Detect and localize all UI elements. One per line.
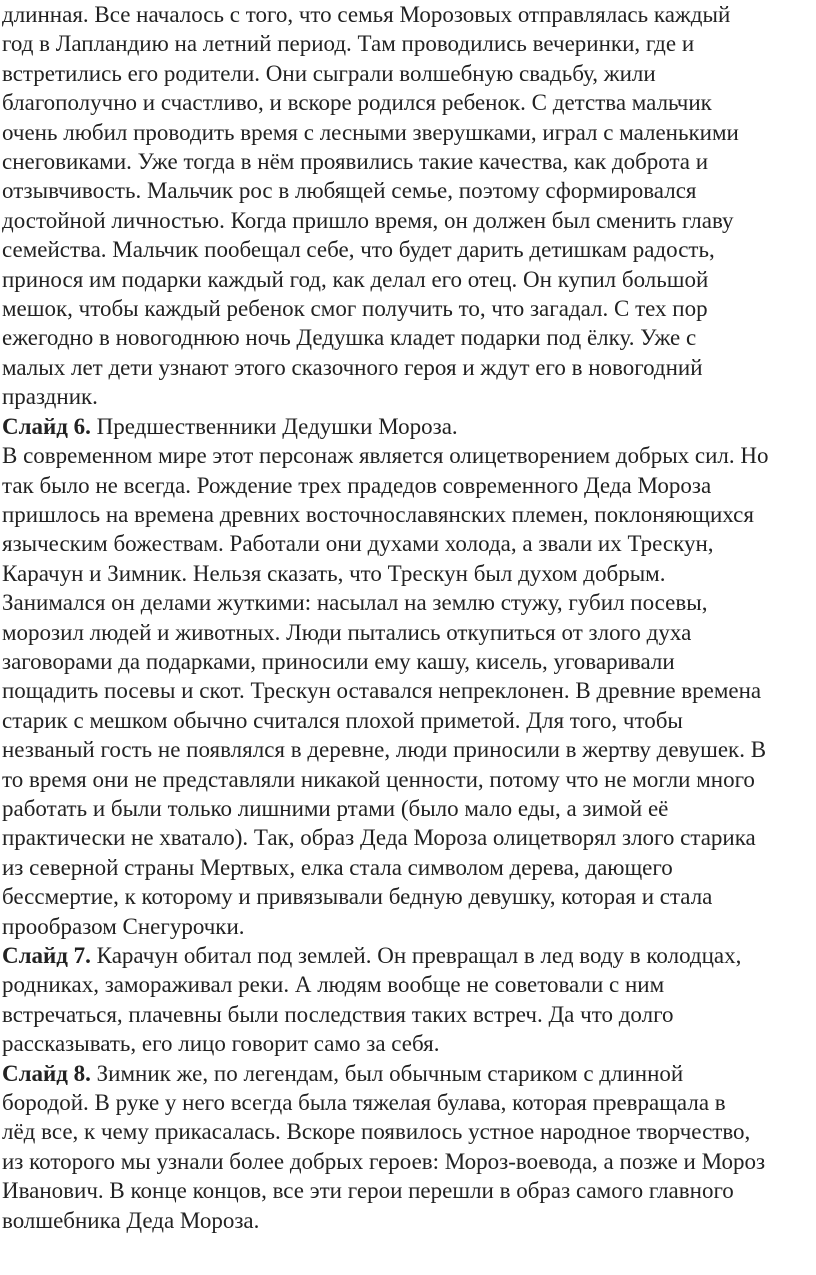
text-line xyxy=(2,647,816,676)
line-text: достойной личностью. Когда пришло время, он должен был сменить главу xyxy=(2,207,734,233)
line-text: семейства. Мальчик пообещал себе, что будет дарить детишкам радость, xyxy=(2,237,715,263)
paragraph-intro xyxy=(2,0,816,412)
text-line xyxy=(2,176,816,205)
text-line xyxy=(2,235,816,264)
text-line xyxy=(2,618,816,647)
paragraph-slide-6 xyxy=(2,412,816,941)
text-line xyxy=(2,970,816,999)
text-line xyxy=(2,882,816,911)
line-text: встретились его родители. Они сыграли волшебную свадьбу, жили xyxy=(2,60,656,86)
line-text: год в Лапландию на летний период. Там проводились вечеринки, где и xyxy=(2,31,695,57)
text-line xyxy=(2,118,816,147)
text-line xyxy=(2,265,816,294)
text-line xyxy=(2,706,816,735)
line-text: незваный гость не появлялся в деревне, люди приносили в жертву девушек. В xyxy=(2,737,767,763)
slide-label: Слайд 7. xyxy=(2,943,91,968)
line-text: Иванович. В конце концов, все эти герои перешли в образ самого главного xyxy=(2,1178,734,1204)
line-text: В современном мире этот персонаж является олицетворением добрых сил. Но xyxy=(2,443,769,469)
line-text: заговорами да подарками, приносили ему кашу, кисель, уговаривали xyxy=(2,648,675,674)
text-line xyxy=(2,794,816,823)
line-text: отзывчивость. Мальчик рос в любящей семье, поэтому сформировался xyxy=(2,178,697,204)
line-text: старик с мешком обычно считался плохой приметой. Для того, чтобы xyxy=(2,707,683,733)
paragraph-slide-7 xyxy=(2,941,816,1059)
slide-label: Слайд 6. xyxy=(2,413,91,439)
line-text: родниках, замораживал реки. А людям вообще не советовали с ним xyxy=(2,972,665,998)
line-text: снеговиками. Уже тогда в нём проявились такие качества, как доброта и xyxy=(2,149,709,175)
text-line xyxy=(2,1029,816,1058)
line-text: бессмертие, к которому и привязывали бедную девушку, которая и стала xyxy=(2,884,713,910)
line-text: практически не хватало). Так, образ Деда Мороза олицетворял злого старика xyxy=(2,825,756,851)
text-line xyxy=(2,294,816,323)
text-line xyxy=(2,471,816,500)
text-line xyxy=(2,353,816,382)
slide-label: Слайд 8. xyxy=(2,1060,91,1086)
text-line xyxy=(2,1176,816,1205)
text-line xyxy=(2,823,816,852)
line-text: малых лет дети узнают этого сказочного героя и ждут его в новогодний xyxy=(2,354,703,380)
line-text: прообразом Снегурочки. xyxy=(2,913,245,939)
text-line xyxy=(2,0,816,29)
line-text: Зимник же, по легендам, был обычным стариком с длинной xyxy=(90,1060,684,1086)
line-text: ежегодно в новогоднюю ночь Дедушка кладет подарки под ёлку. Уже с xyxy=(2,325,697,351)
text-line xyxy=(2,941,816,970)
text-line xyxy=(2,1000,816,1029)
line-text: так было не всегда. Рождение трех прадедов современного Деда Мороза xyxy=(2,472,712,498)
text-line xyxy=(2,1117,816,1146)
text-line xyxy=(2,59,816,88)
line-text: праздник. xyxy=(2,384,98,410)
paragraph-slide-8 xyxy=(2,1059,816,1235)
line-text: языческим божествам. Работали они духами холода, а звали их Трескун, xyxy=(2,531,714,557)
line-text: работать и были только лишними ртами (было мало еды, а зимой её xyxy=(2,795,669,821)
line-text: длинная. Все началось с того, что семья Морозовых отправлялась каждый xyxy=(2,2,731,27)
line-text: Предшественники Дедушки Мороза. xyxy=(90,413,458,439)
line-text: принося им подарки каждый год, как делал его отец. Он купил большой xyxy=(2,266,709,292)
text-line xyxy=(2,588,816,617)
line-text: волшебника Деда Мороза. xyxy=(2,1207,260,1233)
line-text: Занимался он делами жуткими: насылал на землю стужу, губил посевы, xyxy=(2,590,708,616)
line-text: бородой. В руке у него всегда была тяжелая булава, которая превращала в xyxy=(2,1090,726,1116)
text-line xyxy=(2,1059,816,1088)
text-line xyxy=(2,853,816,882)
line-text: морозил людей и животных. Люди пытались откупиться от злого духа xyxy=(2,619,692,645)
text-line xyxy=(2,382,816,411)
text-line xyxy=(2,1206,816,1235)
line-text: рассказывать, его лицо говорит само за себя. xyxy=(2,1031,440,1057)
text-line xyxy=(2,1088,816,1117)
line-text: благополучно и счастливо, и вскоре родился ребенок. С детства мальчик xyxy=(2,90,712,116)
text-line xyxy=(2,765,816,794)
line-text: пришлось на времена древних восточнославянских племен, поклоняющихся xyxy=(2,501,754,527)
text-line xyxy=(2,88,816,117)
text-line xyxy=(2,29,816,58)
line-text: то время они не представляли никакой ценности, потому что не могли много xyxy=(2,766,755,792)
text-line xyxy=(2,441,816,470)
text-line xyxy=(2,559,816,588)
line-text: из которого мы узнали более добрых героев: Мороз-воевода, а позже и Мороз xyxy=(2,1148,766,1174)
text-line xyxy=(2,912,816,941)
text-line xyxy=(2,323,816,352)
line-text: лёд все, к чему прикасалась. Вскоре появилось устное народное творчество, xyxy=(2,1119,751,1145)
line-text: пощадить посевы и скот. Трескун оставался непреклонен. В древние времена xyxy=(2,678,762,704)
line-text: очень любил проводить время с лесными зверушками, играл с маленькими xyxy=(2,119,739,145)
line-text: из северной страны Мертвых, елка стала символом дерева, дающего xyxy=(2,854,673,880)
text-line xyxy=(2,735,816,764)
text-line xyxy=(2,206,816,235)
line-text: Карачун обитал под землей. Он превращал в лед воду в колодцах, xyxy=(90,943,742,968)
text-line xyxy=(2,529,816,558)
text-line xyxy=(2,676,816,705)
line-text: встречаться, плачевны были последствия таких встреч. Да что долго xyxy=(2,1001,674,1027)
line-text: Карачун и Зимник. Нельзя сказать, что Трескун был духом добрым. xyxy=(2,560,666,586)
text-line xyxy=(2,1147,816,1176)
text-line xyxy=(2,412,816,441)
line-text: мешок, чтобы каждый ребенок смог получить то, что загадал. С тех пор xyxy=(2,296,708,322)
text-line xyxy=(2,147,816,176)
text-line xyxy=(2,500,816,529)
